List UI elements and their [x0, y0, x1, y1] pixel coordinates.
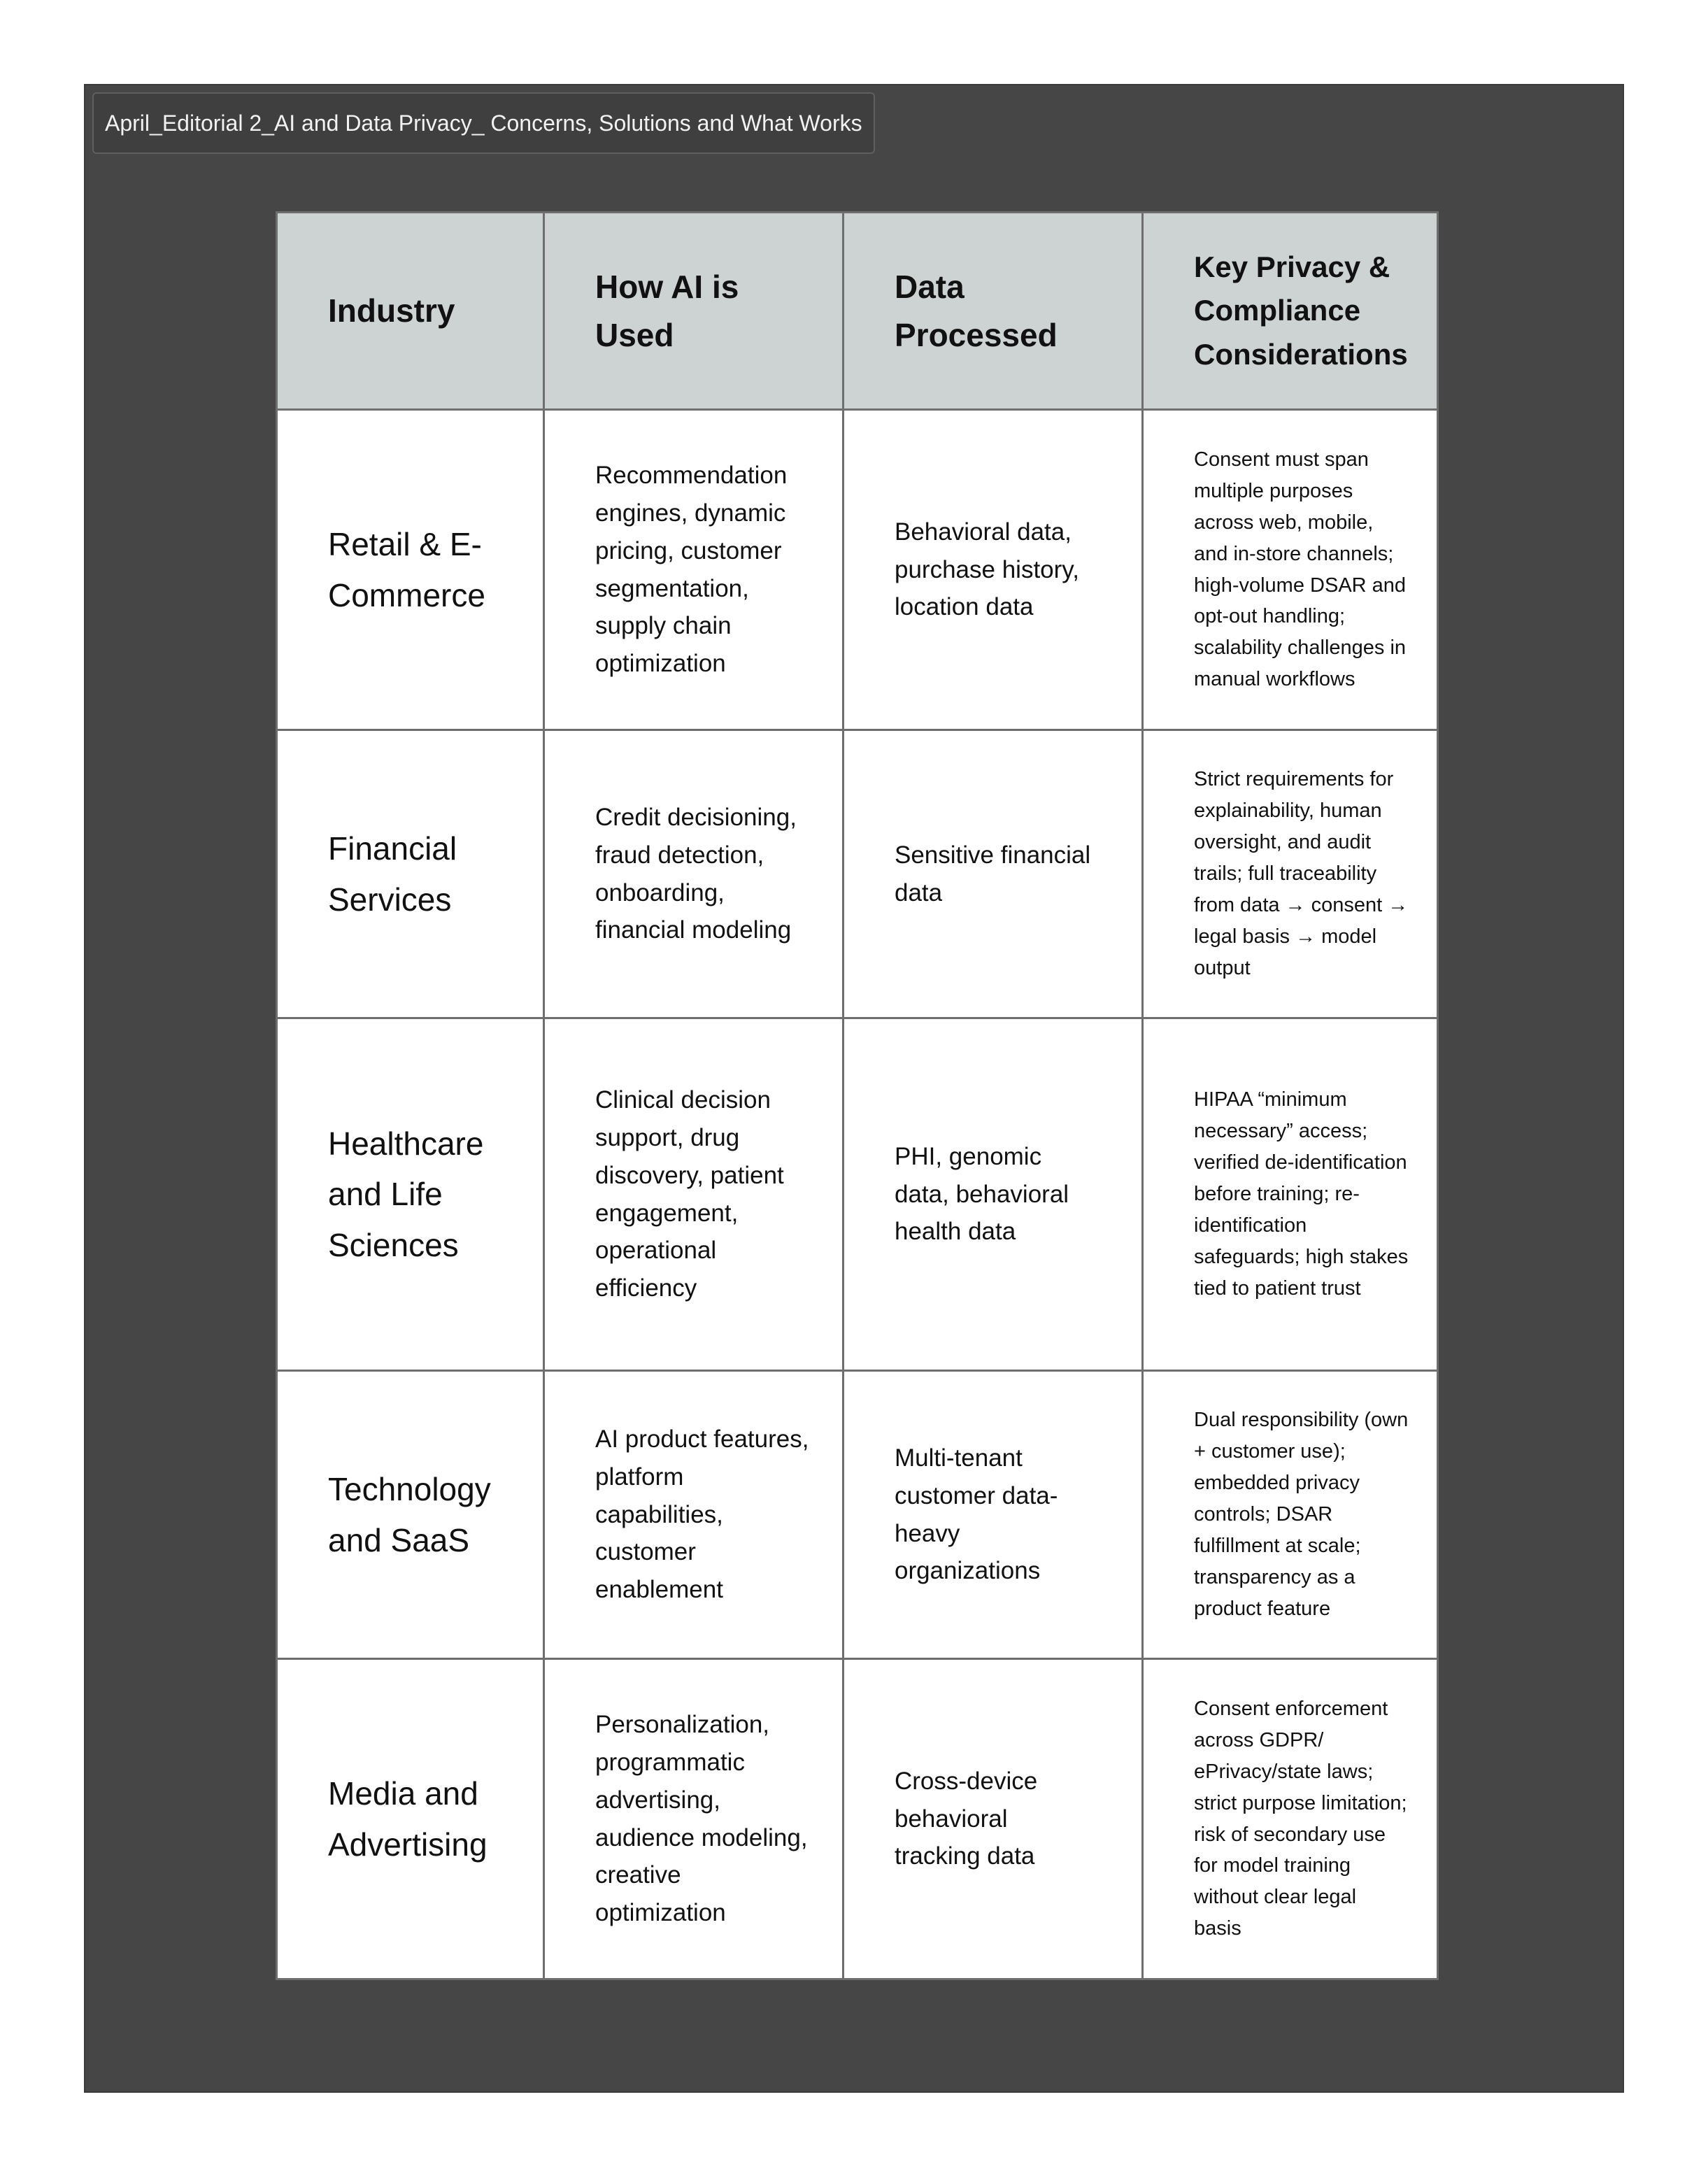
how-ai-used-cell: Personalization, programmatic advertising, audience modeling, creative optimization: [544, 1659, 844, 1979]
table-row: [277, 1371, 1438, 1659]
key-considerations-cell: Dual responsibility (own + customer use); embedded privacy controls; DSAR fulfillment at scale; transparency as a product feature: [1143, 1371, 1438, 1659]
data-processed-cell: Cross-device behavioral tracking data: [844, 1659, 1143, 1979]
document-title-tab[interactable]: April_Editorial 2_AI and Data Privacy_ Concerns, Solutions and What Works: [92, 92, 875, 154]
header-key-considerations: Key Privacy & Compliance Considerations: [1143, 213, 1438, 410]
table-row: [277, 1018, 1438, 1371]
table-row: [277, 410, 1438, 730]
data-processed-cell: Behavioral data, purchase history, location data: [844, 410, 1143, 730]
header-how-ai-used: How AI is Used: [544, 213, 844, 410]
key-considerations-cell: Strict requirements for explainability, human oversight, and audit trails; full traceability from data → consent → legal basis → model output: [1143, 730, 1438, 1018]
industry-cell: Technology and SaaS: [277, 1371, 544, 1659]
header-industry: Industry: [277, 213, 544, 410]
data-processed-cell: Multi-tenant customer data-heavy organizations: [844, 1371, 1143, 1659]
industry-cell: Retail & E-Commerce: [277, 410, 544, 730]
data-processed-cell: Sensitive financial data: [844, 730, 1143, 1018]
table-row: [277, 730, 1438, 1018]
key-considerations-cell: Consent enforcement across GDPR/ ePrivacy/state laws; strict purpose limitation; risk of secondary use for model training without clear legal basis: [1143, 1659, 1438, 1979]
document-viewer-frame: [84, 84, 1624, 2093]
table-header-row: [277, 213, 1438, 410]
data-processed-cell: PHI, genomic data, behavioral health data: [844, 1018, 1143, 1371]
key-considerations-cell: HIPAA “minimum necessary” access; verified de-identification before training; re-identification safeguards; high stakes tied to patient trust: [1143, 1018, 1438, 1371]
how-ai-used-cell: Clinical decision support, drug discovery, patient engagement, operational efficiency: [544, 1018, 844, 1371]
industry-cell: Media and Advertising: [277, 1659, 544, 1979]
key-considerations-cell: Consent must span multiple purposes across web, mobile, and in-store channels; high-volume DSAR and opt-out handling; scalability challenges in manual workflows: [1143, 410, 1438, 730]
industry-privacy-table: [276, 211, 1439, 1980]
table-row: [277, 1659, 1438, 1979]
how-ai-used-cell: Credit decisioning, fraud detection, onboarding, financial modeling: [544, 730, 844, 1018]
header-data-processed: Data Processed: [844, 213, 1143, 410]
industry-cell: Financial Services: [277, 730, 544, 1018]
how-ai-used-cell: Recommendation engines, dynamic pricing, customer segmentation, supply chain optimization: [544, 410, 844, 730]
industry-cell: Healthcare and Life Sciences: [277, 1018, 544, 1371]
how-ai-used-cell: AI product features, platform capabilities, customer enablement: [544, 1371, 844, 1659]
